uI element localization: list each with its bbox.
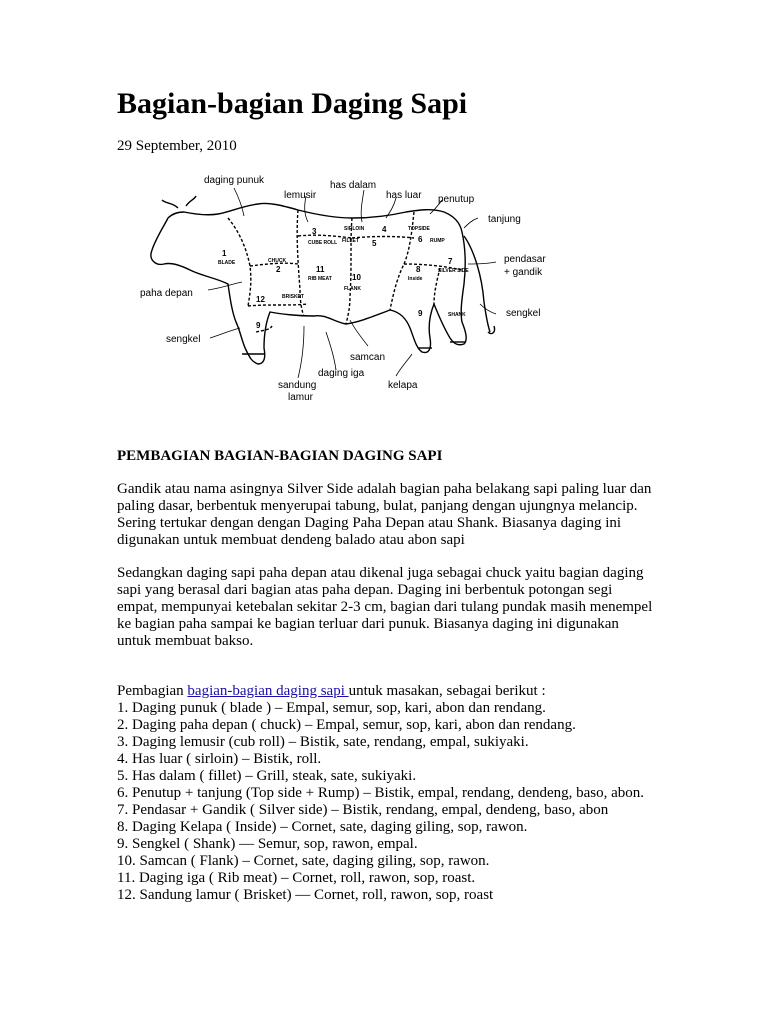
- region-tag-brisket: BRISKET: [282, 294, 304, 300]
- list-item: 4. Has luar ( sirloin) – Bistik, roll.: [117, 751, 322, 767]
- region-number: 8: [416, 265, 421, 274]
- bagian-daging-link[interactable]: bagian-bagian daging sapi: [187, 683, 349, 699]
- list-item: 10. Samcan ( Flank) – Cornet, sate, daging giling, sop, rawon.: [117, 853, 490, 869]
- list-item: 12. Sandung lamur ( Brisket) –– Cornet, roll, rawon, sop, roast: [117, 887, 494, 903]
- cow-horn: [162, 200, 178, 208]
- label-gandik: + gandik: [504, 267, 543, 278]
- intro-text-before: Pembagian: [117, 683, 188, 699]
- region-tag-rib-meat: RIB MEAT: [308, 276, 332, 282]
- label-tanjung: tanjung: [488, 214, 521, 225]
- region-tag-fillet: FILLET: [342, 238, 359, 244]
- list-item: 7. Pendasar + Gandik ( Silver side) – Bistik, rendang, empal, dendeng, baso, abon: [117, 802, 609, 818]
- region-tag-shank: SHANK: [448, 312, 466, 318]
- label-lemusir: lemusir: [284, 190, 317, 201]
- page-title: Bagian-bagian Daging Sapi: [117, 87, 468, 120]
- post-date: 29 September, 2010: [117, 138, 237, 154]
- beef-cuts-diagram: [138, 166, 546, 406]
- region-tag-rump: RUMP: [430, 238, 445, 244]
- list-item: 11. Daging iga ( Rib meat) – Cornet, roll, rawon, sop, roast.: [117, 870, 476, 886]
- region-tag-cube-roll: CUBE ROLL: [308, 240, 338, 246]
- region-tag-silver-side: SILVER SIDE: [438, 268, 469, 274]
- region-number: 1: [222, 249, 227, 258]
- region-tag-flank: FLANK: [344, 286, 361, 292]
- label-daging-iga: daging iga: [318, 368, 365, 379]
- label-has-luar: has luar: [386, 190, 422, 201]
- region-tag-topside: TOPSIDE: [408, 226, 430, 232]
- region-tag-inside: Inside: [408, 276, 423, 282]
- cuts-list: [117, 700, 653, 904]
- region-number: 7: [448, 257, 453, 266]
- label-samcan: samcan: [350, 352, 386, 363]
- label-sengkel-rear: sengkel: [506, 308, 541, 319]
- label-lamur: lamur: [288, 392, 314, 403]
- section-heading: PEMBAGIAN BAGIAN-BAGIAN DAGING SAPI: [117, 448, 443, 464]
- region-number: 9: [418, 309, 423, 318]
- label-has-dalam: has dalam: [330, 180, 377, 191]
- region-tag-blade: BLADE: [218, 260, 236, 266]
- label-daging-punuk: daging punuk: [204, 175, 265, 186]
- list-intro: [117, 683, 653, 700]
- cow-illustration: [138, 166, 546, 406]
- region-number: 3: [312, 227, 317, 236]
- paragraph-gandik: Gandik atau nama asingnya Silver Side adalah bagian paha belakang sapi paling luar dan paling dasar, berbentuk menyerupai tabung, bulat, panjang dengan ujungnya melancip. Sering tertukar dengan dengan Daging Paha Depan atau Shank. Biasanya daging ini digunakan untuk membuat dendeng balado atau abon sapi: [117, 481, 652, 548]
- region-number: 9: [256, 321, 261, 330]
- list-item: 3. Daging lemusir (cub roll) – Bistik, sate, rendang, empal, sukiyaki.: [117, 734, 529, 750]
- region-number: 6: [418, 235, 423, 244]
- label-pendasar: pendasar: [504, 254, 546, 265]
- region-number: 4: [382, 225, 387, 234]
- label-sandung: sandung: [278, 380, 317, 391]
- cuts-list-section: [117, 683, 653, 904]
- paragraph-chuck: Sedangkan daging sapi paha depan atau dikenal juga sebagai chuck yaitu bagian daging sapi yang berasal dari bagian atas paha depan. Daging ini berbentuk potongan segi empat, mempunyai ketebalan sekitar 2-3 cm, bagian dari tulang pundak masih menempel ke bagian paha sampai ke bagian terluar dari punuk. Biasanya daging ini digunakan untuk membuat bakso.: [117, 565, 653, 649]
- list-item: 8. Daging Kelapa ( Inside) – Cornet, sate, daging giling, sop, rawon.: [117, 819, 528, 835]
- region-number: 2: [276, 265, 281, 274]
- list-item: 6. Penutup + tanjung (Top side + Rump) – Bistik, empal, rendang, dendeng, baso, abon.: [117, 785, 645, 801]
- intro-text-after: untuk masakan, sebagai berikut :: [348, 683, 546, 699]
- list-item: 5. Has dalam ( fillet) – Grill, steak, sate, sukiyaki.: [117, 768, 417, 784]
- list-item: 2. Daging paha depan ( chuck) – Empal, semur, sop, kari, abon dan rendang.: [117, 717, 576, 733]
- region-number: 10: [352, 273, 361, 282]
- region-tag-chuck: CHUCK: [268, 258, 287, 264]
- region-number: 5: [372, 239, 377, 248]
- list-item: 9. Sengkel ( Shank) –– Semur, sop, rawon, empal.: [117, 836, 418, 852]
- label-kelapa: kelapa: [388, 380, 418, 391]
- list-item: 1. Daging punuk ( blade ) – Empal, semur, sop, kari, abon dan rendang.: [117, 700, 546, 716]
- label-paha-depan: paha depan: [140, 288, 193, 299]
- region-number: 12: [256, 295, 265, 304]
- label-sengkel-front: sengkel: [166, 334, 201, 345]
- region-number: 11: [316, 265, 325, 274]
- label-penutup: penutup: [438, 194, 475, 205]
- region-tag-sirloin: SIRLOIN: [344, 226, 365, 232]
